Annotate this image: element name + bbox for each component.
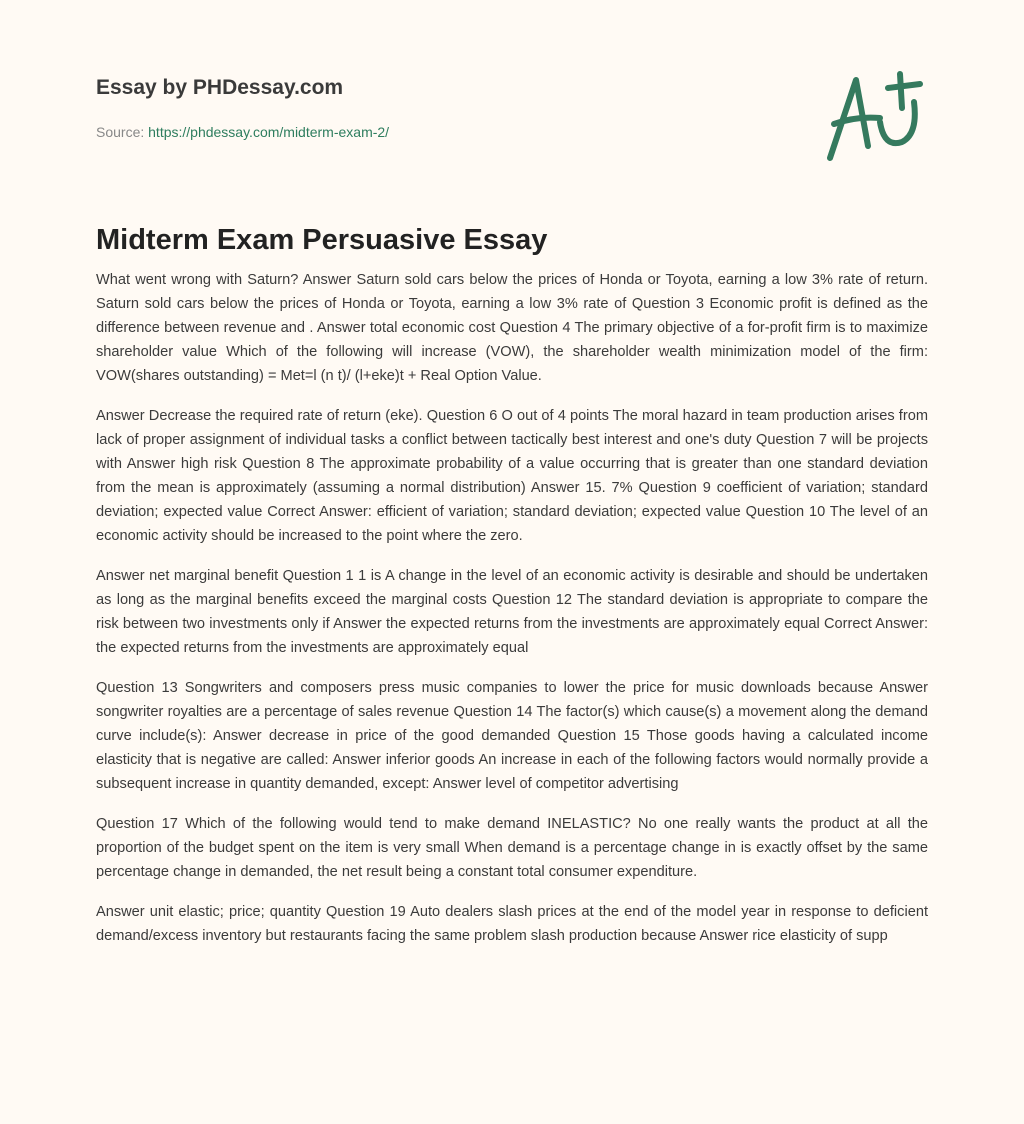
a-plus-logo-icon <box>820 66 930 166</box>
source-line <box>96 124 389 140</box>
paragraph: Question 17 Which of the following would tend to make demand INELASTIC? No one really wants the product at all the proportion of the budget spent on the item is very small When demand is a percentage change in is exactly offset by the same percentage change in demanded, the net result being a constant total consumer expenditure. <box>96 816 928 880</box>
essay-title: Midterm Exam Persuasive Essay <box>96 224 548 256</box>
paragraph: Answer net marginal benefit Question 1 1 is A change in the level of an economic activity is desirable and should be undertaken as long as the marginal benefits exceed the marginal costs Question 12 The standard deviation is appropriate to compare the risk between two investments only if Answer the expected returns from the investments are approximately equal Correct Answer: the expected returns from the investments are approximately equal <box>96 568 928 656</box>
paragraph: What went wrong with Saturn? Answer Saturn sold cars below the prices of Honda or Toyota, earning a low 3% rate of return. Saturn sold cars below the prices of Honda or Toyota, earning a low 3% rate of Question 3 Economic profit is defined as the difference between revenue and . Answer total economic cost Question 4 The primary objective of a for-profit firm is to maximize shareholder value Which of the following will increase (VOW), the shareholder wealth minimization model of the firm: VOW(shares outstanding) = Met=l (n t)/ (l+eke)t + Real Option Value. <box>96 272 928 384</box>
site-brand: Essay by PHDessay.com <box>96 76 344 99</box>
essay-body <box>96 268 928 964</box>
paragraph: Answer Decrease the required rate of return (eke). Question 6 O out of 4 points The moral hazard in team production arises from lack of proper assignment of individual tasks a conflict between tactically best interest and one's duty Question 7 will be projects with Answer high risk Question 8 The approximate probability of a value occurring that is greater than one standard deviation from the mean is approximately (assuming a normal distribution) Answer 15. 7% Question 9 coefficient of variation; standard deviation; expected value Correct Answer: efficient of variation; standard deviation; expected value Question 10 The level of an economic activity should be increased to the point where the zero. <box>96 408 928 544</box>
source-label: Source: <box>96 124 145 140</box>
paragraph: Question 13 Songwriters and composers press music companies to lower the price for music downloads because Answer songwriter royalties are a percentage of sales revenue Question 14 The factor(s) which cause(s) a movement along the demand curve include(s): Answer decrease in price of the good demanded Question 15 Those goods having a calculated income elasticity that is negative are called: Answer inferior goods An increase in each of the following factors would normally provide a subsequent increase in quantity demanded, except: Answer level of competitor advertising <box>96 680 928 792</box>
source-link[interactable]: https://phdessay.com/midterm-exam-2/ <box>148 124 390 140</box>
paragraph: Answer unit elastic; price; quantity Question 19 Auto dealers slash prices at the end of the model year in response to deficient demand/excess inventory but restaurants facing the same problem slash production because Answer rice elasticity of supp <box>96 904 928 944</box>
